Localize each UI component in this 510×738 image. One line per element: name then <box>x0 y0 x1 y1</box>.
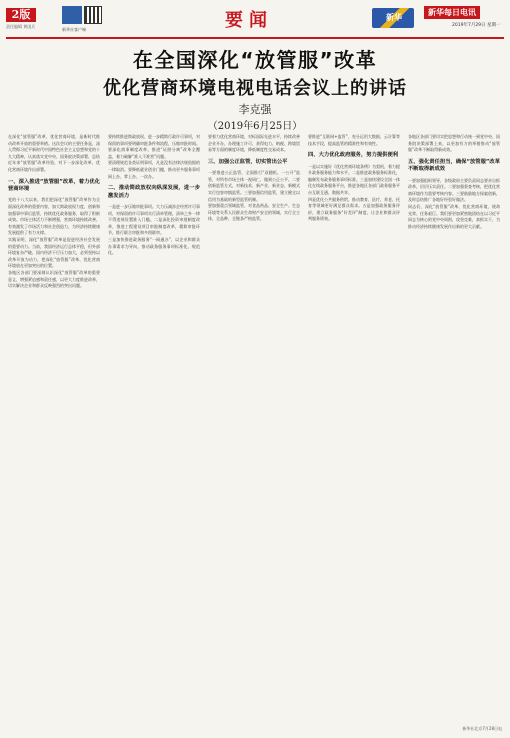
agency-note: 新华社客户端 <box>62 27 86 32</box>
issue-date: 2019年7月29日 星期一 <box>452 23 501 28</box>
body-paragraph: 要着力优化营商环境，对标国际先进水平，持续改善企业开办、办理施工许可、获得电力、纳税、跨境贸易等方面的制度环境，降低制度性交易成本。 <box>208 134 300 153</box>
logo-text: 新华 <box>386 13 402 22</box>
newspaper-logo <box>372 8 414 28</box>
body-paragraph: 同志们，深化“放管服”改革、优化营商环境，使命光荣、任务艰巨。我们要更加紧密地团结在以习近平同志为核心的党中央周围，攻坚克难，真抓实干，为推动经济持续健康发展作出新的更大贡献。 <box>408 203 500 229</box>
section-subhead: 四、大力优化政府服务，努力提供便利 <box>308 152 399 159</box>
body-paragraph: 要清理规范各类证明事项，凡是没有法律法规依据的一律取消。要降低就业创业门槛，推动更多服务事项网上办、掌上办、一次办。 <box>108 160 200 179</box>
agency-logo <box>62 6 82 24</box>
header-rule <box>6 37 504 39</box>
byline: 李克强 <box>238 103 272 116</box>
footer-note: 新华社北京7月28日电 <box>462 726 502 731</box>
article-column-2 <box>108 134 200 720</box>
body-paragraph: 各地区各部门要切实把思想和行动统一到党中央、国务院决策部署上来，以更加有力的举措推动“放管服”改革不断取得新成效。 <box>408 134 500 153</box>
editor-info: 责任编辑 黄国兵 <box>6 24 36 29</box>
section-subhead: 五、强化责任担当，确保“放管服”改革不断取得新成效 <box>408 158 500 173</box>
body-paragraph: 四是优化公共服务供给，推动教育、医疗、养老、托育等领域更好满足群众需求。五是加强政务服务评价，建立政务服务“好差评”制度，让企业和群众评判服务绩效。 <box>308 196 400 222</box>
body-paragraph: 党的十八大以来，我们把深化“放管服”改革作为全面深化改革的重要内容，加大简政放权力度，创新和加强事中事后监管，持续优化政务服务，取得了积极成效。市场主体活力不断增强，营商环境持续改善，有效激发了市场活力和社会创造力，为经济持续健康发展提供了有力支撑。 <box>8 197 100 236</box>
body-paragraph: 三是加快推进政务服务“一网通办”，以企业和群众办事需求为导向，推动政务服务事项标准化、规范化。 <box>108 236 200 256</box>
article-column-3 <box>208 134 300 720</box>
page-number-badge: 2版 <box>6 8 36 22</box>
section-title: 要闻 <box>225 10 273 31</box>
body-paragraph: 一是进一步压缩审批事项。大力压减涉企经营许可事项，对保留的许可事项实行清单管理，清单之外一律不得违规设置准入门槛。二是深化投资审批制度改革，推进工程建设项目审批制度改革，精简审批环节，推行联合审批和多图联审。 <box>108 203 200 236</box>
speech-date: （2019年6月25日） <box>207 121 303 132</box>
article-column-5 <box>408 134 500 720</box>
section-subhead: 三、加强公正监管，切实管出公平 <box>208 158 288 165</box>
article-column-4 <box>308 134 400 720</box>
body-paragraph: 一要推进公正监管，全面推行“双随机、一公开”监管，对所有市场主体一视同仁，做到公正公平。二要创新监管方式，对新技术、新产业、新业态、新模式实行包容审慎监管。三要加强信用监管，建立健全以信用为基础的新型监管机制。 <box>208 170 300 202</box>
body-paragraph: 在深化“放管服”改革，优化营商环境，是新时代推动改革开放的重要举措。这次会议的主要任务是，深入贯彻习近平新时代中国特色社会主义思想和党的十九大精神，认真落实党中央、国务院决策部署，总结近年来“放管服”改革经验，对下一步深化改革、优化营商环境作出部署。 <box>8 134 100 172</box>
body-paragraph: 要加强重点领域监管，对食品药品、安全生产、生态环境等关系人民群众生命财产安全的领域，实行全主体、全品种、全链条严格监管。 <box>208 203 300 222</box>
body-paragraph: 一要加强组织领导，各级政府主要负责同志要亲自抓改革，层层压实责任。二要加强督查考核，把优化营商环境作为重要考核内容。三要鼓励地方探索创新，及时总结推广各地好经验好做法。 <box>408 177 500 203</box>
body-paragraph: 实践证明，深化“放管服”改革是促进经济社会发展的重要动力。当前，我国经济运行总体平稳，但外部环境复杂严峻，国内经济下行压力加大，必须坚持以改革开放为动力，把深化“放管服”改革、优化营商环境放在更加突出的位置。 <box>8 236 100 269</box>
headline-line-1: 在全国深化“放管服”改革 <box>132 48 378 72</box>
body-paragraph: 一是以实施好《优化营商环境条例》为契机，着力提升政务服务能力和水平。二是推进政务服务标准化，编制发布政务服务事项标准。三是加快建设全国一体化在线政务服务平台，推进各地区各部门政务服务平台互联互通、数据共享。 <box>308 163 400 195</box>
qr-code <box>84 6 102 24</box>
article-column-1 <box>8 134 100 720</box>
masthead <box>0 0 510 36</box>
body-paragraph: 各地区各部门要深刻认识深化“放管服”改革的重要意义，增强紧迫感和责任感，以更大力度推进改革，切实解决企业和群众反映强烈的突出问题。 <box>8 269 100 289</box>
headline-line-2: 优化营商环境电视电话会议上的讲话 <box>103 78 407 99</box>
section-subhead: 二、推动简政放权向纵深发展，进一步激发活力 <box>108 185 200 199</box>
body-paragraph: 要持续推进简政放权，进一步精简行政许可事项，对保留的事项要明确审批条件和流程，压缩审批时间。要深化商事制度改革，推进“证照分离”改革全覆盖，着力破解“准入不准营”问题。 <box>108 134 200 159</box>
section-subhead: 一、深入推进“放管服”改革，着力优化营商环境 <box>8 178 100 192</box>
body-paragraph: 要推进“互联网+监管”，充分运用大数据、云计算等技术手段，提高监管的精准性和有效性。 <box>308 134 400 146</box>
newspaper-name: 新华每日电讯 <box>424 6 480 19</box>
